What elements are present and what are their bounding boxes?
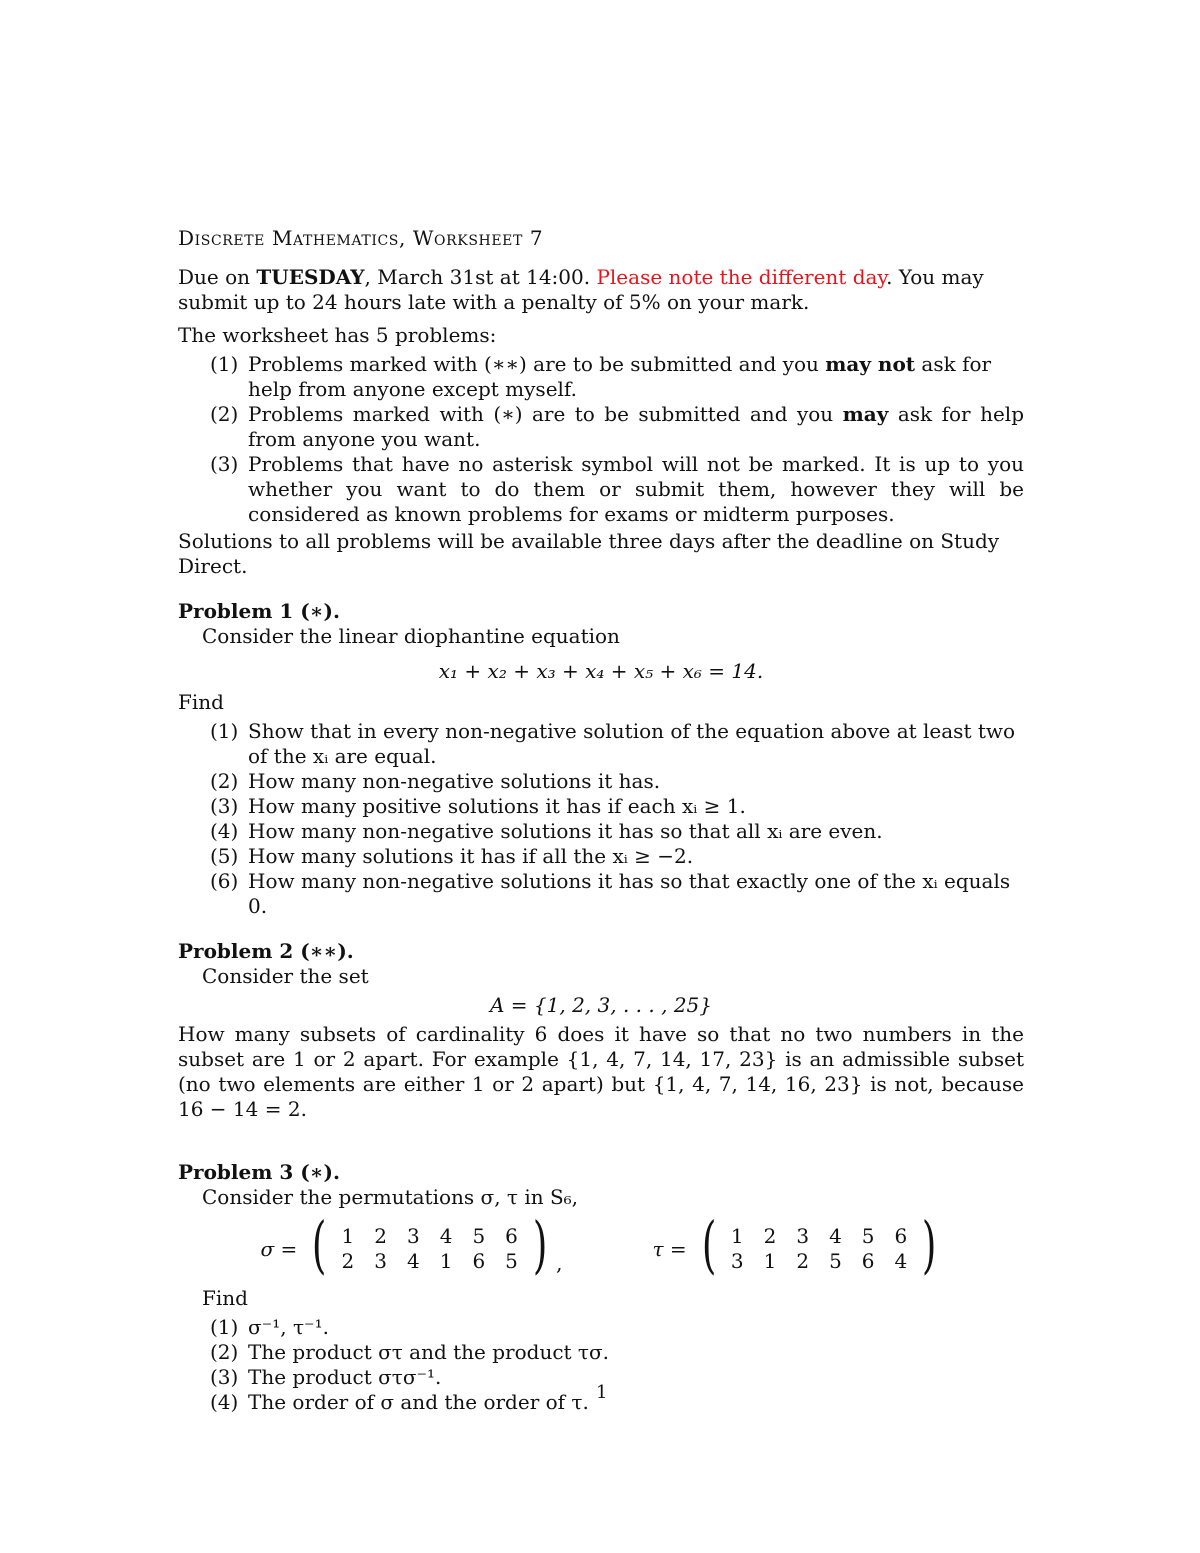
item-text: The product στ and the product τσ. <box>248 1340 610 1364</box>
item-text: The product στσ⁻¹. <box>248 1365 442 1389</box>
item-text: σ⁻¹, τ⁻¹. <box>248 1315 329 1339</box>
item-number: (4) <box>210 1390 239 1414</box>
item-text: The order of σ and the order of τ. <box>248 1390 589 1414</box>
rule-emphasis: may <box>842 402 889 426</box>
item-text: Show that in every non-negative solution of the equation above at least two of the xᵢ are equal. <box>248 719 1016 768</box>
tau-matrix <box>721 1224 917 1274</box>
item-text: How many non-negative solutions it has so that exactly one of the xᵢ equals 0. <box>248 869 1011 918</box>
matrix-cell: 1 <box>763 1249 777 1273</box>
due-suffix: . You may submit up to 24 hours late with a penalty of 5% on your mark. <box>178 265 984 314</box>
matrix-cell: 1 <box>730 1224 744 1248</box>
problem-3-lead: Consider the permutations σ, τ in S₆, <box>202 1185 579 1209</box>
left-paren-icon: ( <box>312 1208 327 1281</box>
rule-number: (2) <box>210 402 239 426</box>
problem-2-body: How many subsets of cardinality 6 does it have so that no two numbers in the subset are 1 or 2 apart. For example {1, 4, 7, 14, 17, 23} is an admissible subset (no two elements are either 1 or 2 apart) but {1, 4, 7, 14, 16, 23} is not, because 16 − 14 = 2. <box>178 1022 1024 1121</box>
matrix-cell: 3 <box>406 1224 420 1248</box>
list-item <box>178 794 1024 819</box>
problem-1-lead: Consider the linear diophantine equation <box>202 624 620 648</box>
problem-1-find: Find <box>178 690 224 714</box>
solutions-note: Solutions to all problems will be available three days after the deadline on Study Direct. <box>178 529 1000 578</box>
matrix-cell: 6 <box>861 1249 875 1273</box>
matrix-cell: 2 <box>341 1249 355 1273</box>
page-number: 1 <box>596 1382 608 1403</box>
item-number: (1) <box>210 1315 239 1339</box>
item-number: (3) <box>210 1365 239 1389</box>
right-paren-icon: ) <box>922 1208 937 1281</box>
left-paren-icon: ( <box>701 1208 717 1281</box>
sigma-matrix <box>332 1224 528 1274</box>
rule-text-end: ask for help from anyone you want. <box>248 402 1024 451</box>
problem-1-heading: Problem 1 (∗). <box>178 599 340 623</box>
matrix-cell: 5 <box>505 1249 518 1273</box>
due-day: TUESDAY <box>256 265 365 289</box>
rules-list <box>178 352 1024 527</box>
intro-text: The worksheet has 5 problems: <box>178 323 497 347</box>
matrix-cell: 1 <box>439 1249 453 1273</box>
comma: , <box>556 1251 563 1275</box>
problem-2-heading: Problem 2 (∗∗). <box>178 939 354 963</box>
list-item <box>178 719 1024 769</box>
rule-item <box>178 452 1024 527</box>
matrix-cell: 5 <box>472 1224 486 1248</box>
rule-number: (3) <box>210 452 239 476</box>
permutation-definitions <box>178 1208 1024 1281</box>
rule-item <box>178 352 1024 402</box>
problem-3-heading: Problem 3 (∗). <box>178 1160 340 1184</box>
matrix-cell: 1 <box>341 1224 355 1248</box>
matrix-cell: 5 <box>861 1224 875 1248</box>
list-item <box>178 819 1024 844</box>
worksheet-page <box>178 226 1024 1417</box>
problem-2-lead: Consider the set <box>202 964 369 988</box>
matrix-cell: 4 <box>894 1249 908 1273</box>
tau-label: τ = <box>652 1236 687 1261</box>
item-text: How many solutions it has if all the xᵢ ≥ −2. <box>248 844 694 868</box>
item-number: (1) <box>210 719 239 743</box>
problem-1-list <box>178 719 1024 919</box>
due-middle: , March 31st at 14:00. <box>364 265 597 289</box>
rule-item <box>178 402 1024 452</box>
item-number: (4) <box>210 819 239 843</box>
rule-number: (1) <box>210 352 239 376</box>
matrix-cell: 6 <box>894 1224 908 1248</box>
matrix-cell: 3 <box>374 1249 387 1273</box>
item-number: (2) <box>210 1340 239 1364</box>
sigma-label: σ = <box>260 1236 298 1261</box>
due-paragraph <box>178 265 1024 315</box>
rule-emphasis: may not <box>825 352 916 376</box>
matrix-cell: 4 <box>829 1224 842 1248</box>
list-item <box>178 869 1024 919</box>
item-text: How many non-negative solutions it has so that all xᵢ are even. <box>248 819 883 843</box>
list-item <box>178 844 1024 869</box>
matrix-cell: 2 <box>796 1249 810 1273</box>
problem-3-find: Find <box>202 1286 248 1310</box>
matrix-cell: 5 <box>829 1249 842 1273</box>
list-item <box>178 1340 1024 1365</box>
sigma-permutation <box>260 1208 653 1281</box>
page-title: Discrete Mathematics, Worksheet 7 <box>178 226 544 250</box>
matrix-cell: 6 <box>505 1224 518 1248</box>
list-item <box>178 769 1024 794</box>
rule-text: Problems that have no asterisk symbol will not be marked. It is up to you whether you want to do them or submit them, however they will be considered as known problems for exams or midterm purposes. <box>248 452 1024 526</box>
rule-text: Problems marked with (∗∗) are to be submitted and you <box>248 352 826 376</box>
item-text: How many positive solutions it has if each xᵢ ≥ 1. <box>248 794 746 818</box>
tau-permutation <box>652 1208 941 1281</box>
different-day-note: Please note the different day <box>596 265 887 289</box>
item-number: (6) <box>210 869 239 893</box>
item-number: (3) <box>210 794 239 818</box>
item-number: (5) <box>210 844 239 868</box>
matrix-cell: 4 <box>439 1224 453 1248</box>
problem-1-equation: x₁ + x₂ + x₃ + x₄ + x₅ + x₆ = 14. <box>438 659 764 683</box>
matrix-cell: 2 <box>763 1224 777 1248</box>
matrix-cell: 3 <box>730 1249 744 1273</box>
rule-text: Problems marked with (∗) are to be submitted and you <box>248 402 843 426</box>
problem-2-set: A = {1, 2, 3, . . . , 25} <box>490 993 712 1017</box>
due-prefix: Due on <box>178 265 257 289</box>
matrix-cell: 4 <box>406 1249 420 1273</box>
matrix-cell: 3 <box>796 1224 810 1248</box>
item-number: (2) <box>210 769 239 793</box>
item-text: How many non-negative solutions it has. <box>248 769 661 793</box>
rule-text-end: ask for help from anyone except myself. <box>248 352 992 401</box>
matrix-cell: 2 <box>374 1224 387 1248</box>
matrix-cell: 6 <box>472 1249 486 1273</box>
list-item <box>178 1315 1024 1340</box>
right-paren-icon: ) <box>532 1208 548 1281</box>
